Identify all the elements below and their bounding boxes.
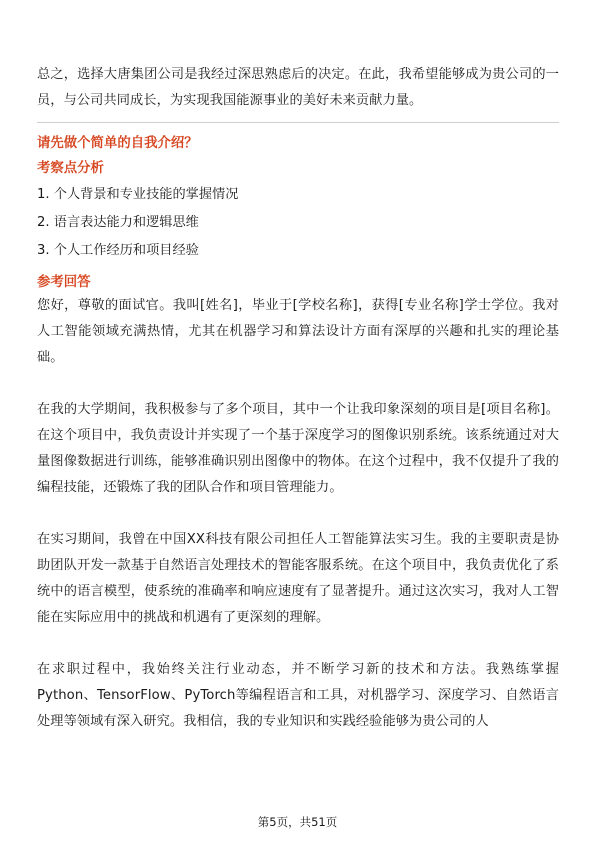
analysis-point: 1. 个人背景和专业技能的掌握情况 — [37, 187, 239, 202]
page-number: 第5页，共51页 — [257, 815, 338, 829]
intro-paragraph: 总之，选择大唐集团公司是我经过深思熟虑后的决定。在此，我希望能够成为贵公司的一员，与公司共同成长，为实现我国能源事业的美好未来贡献力量。 — [37, 67, 559, 108]
question-heading: 请先做个简单的自我介绍？ — [37, 136, 198, 151]
answer-paragraph: 在我的大学期间，我积极参与了多个项目，其中一个让我印象深刻的项目是[项目名称]。在这个项目中，我负责设计并实现了一个基于深度学习的图像识别系统。该系统通过对大量图像数据进行训练，能够准确识别出图像中的物体。在这个过程中，我不仅提升了我的编程技能，还锻炼了我的团队合作和项目管理能力。 — [37, 402, 559, 495]
answer-heading: 参考回答 — [37, 275, 91, 290]
paragraph-spacer — [37, 371, 559, 397]
answer-paragraph: 在求职过程中，我始终关注行业动态，并不断学习新的技术和方法。我熟练掌握Python、TensorFlow、PyTorch等编程语言和工具，对机器学习、深度学习、自然语言处理等领域有深入研究。我相信，我的专业知识和实践经验能够为贵公司的人 — [37, 662, 559, 729]
analysis-point: 3. 个人工作经历和项目经验 — [37, 243, 199, 258]
answer-paragraph: 在实习期间，我曾在中国XX科技有限公司担任人工智能算法实习生。我的主要职责是协助团队开发一款基于自然语言处理技术的智能客服系统。在这个项目中，我负责优化了系统中的语言模型，使系统的准确率和响应速度有了显著提升。通过这次实习，我对人工智能在实际应用中的挑战和机遇有了更深刻的理解。 — [37, 532, 559, 625]
analysis-point: 2. 语言表达能力和逻辑思维 — [37, 215, 199, 230]
answer-paragraph: 您好，尊敬的面试官。我叫[姓名]，毕业于[学校名称]，获得[专业名称]学士学位。我对人工智能领域充满热情，尤其在机器学习和算法设计方面有深厚的兴趣和扎实的理论基础。 — [37, 298, 559, 365]
paragraph-spacer — [37, 631, 559, 657]
analysis-list — [37, 181, 559, 265]
section-divider — [37, 122, 559, 123]
paragraph-spacer — [37, 501, 559, 527]
analysis-heading: 考察点分析 — [37, 161, 104, 176]
page-content — [37, 62, 559, 735]
